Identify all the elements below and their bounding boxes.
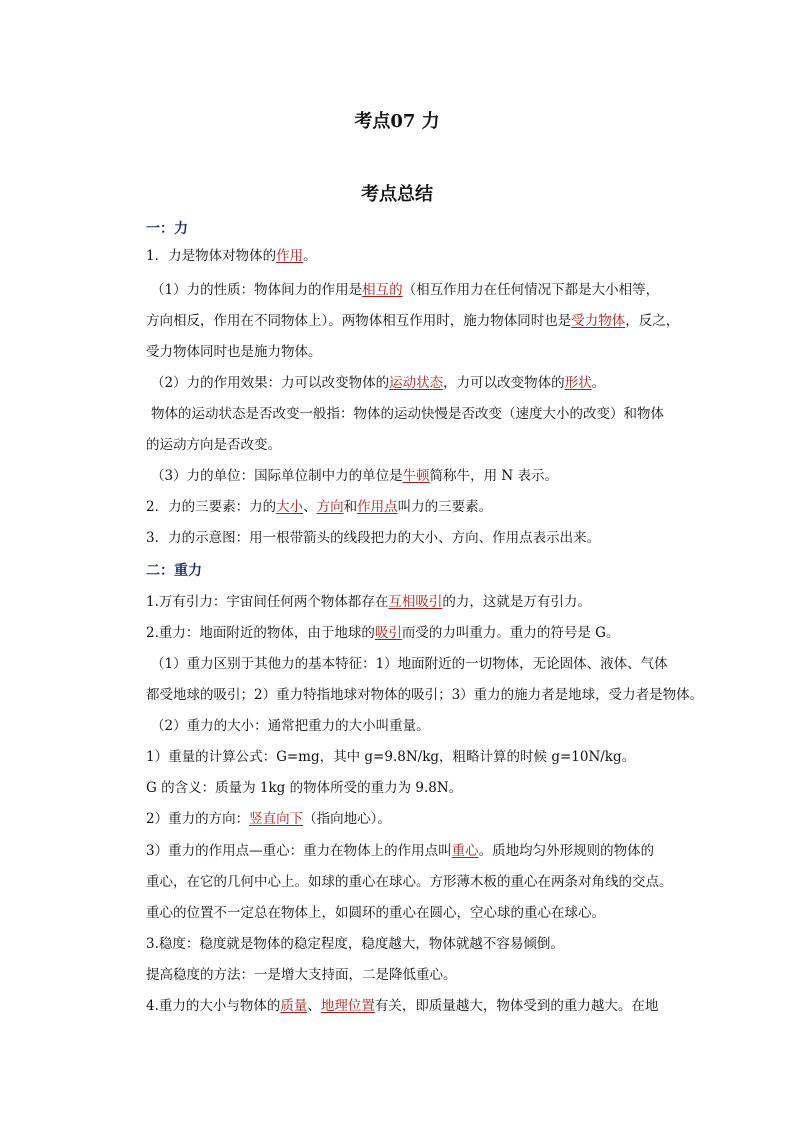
paragraph-line: 1）重量的计算公式：G=mg，其中 g=9.8N/kg，粗略计算的时候 g=10N/kg。 [146,749,636,765]
underlined-keyword: 重心 [451,843,479,859]
paragraph-line: 重心，在它的几何中心上。如球的重心在球心。方形薄木板的重心在两条对角线的交点。 [146,874,673,890]
paragraph-line: （1）重力区别于其他力的基本特征：1）地面附近的一切物体，无论固体、液体、气体 [151,656,668,672]
underlined-keyword: 作用点 [357,499,398,515]
paragraph-line: 2）重力的方向：竖直向下（指向地心）。 [146,811,391,827]
paragraph-line: （2）力的作用效果：力可以改变物体的运动状态，力可以改变物体的形状。 [151,375,606,391]
paragraph-line: 1.万有引力：宇宙间任何两个物体都存在互相吸引的力，这就是万有引力。 [146,594,591,610]
paragraph-line: 2.重力：地面附近的物体，由于地球的吸引而受的力叫重力。重力的符号是 G。 [146,625,620,641]
underlined-keyword: 作用 [276,248,304,264]
underlined-keyword: 吸引 [374,625,402,641]
paragraph-line: （2）重力的大小：通常把重力的大小叫重量。 [151,718,430,734]
paragraph-line: 受力物体同时也是施力物体。 [146,344,322,360]
paragraph-line: 3．力的示意图：用一根带箭头的线段把力的大小、方向、作用点表示出来。 [146,530,601,546]
paragraph-line: 提高稳度的方法：一是增大支持面，二是降低重心。 [146,967,457,983]
section-heading-force: 一：力 [146,221,188,237]
paragraph-line: （3）力的单位：国际单位制中力的单位是牛顿简称牛，用 N 表示。 [151,468,558,484]
underlined-keyword: 相互的 [362,282,403,298]
paragraph-line: G 的含义：质量为 1kg 的物体所受的重力为 9.8N。 [146,780,463,796]
page-subtitle: 考点总结 [361,184,433,205]
page-title: 考点07 力 [354,111,440,132]
paragraph-line: 都受地球的吸引；2）重力特指地球对物体的吸引；3）重力的施力者是地球，受力者是物体。 [146,687,704,703]
underlined-keyword: 形状 [564,375,592,391]
underlined-keyword: 大小 [276,499,304,515]
paragraph-line: 方向相反，作用在不同物体上）。两物体相互作用时，施力物体同时也是受力物体，反之， [146,313,680,329]
underlined-keyword: 竖直向下 [249,811,304,827]
underlined-keyword: 质量 [280,998,308,1014]
paragraph-line: 3.稳度：稳度就是物体的稳定程度，稳度越大，物体就越不容易倾倒。 [146,936,564,952]
underlined-keyword: 牛顿 [402,468,430,484]
underlined-keyword: 方向 [316,499,344,515]
section-heading-gravity: 二：重力 [146,563,202,579]
paragraph-line: （1）力的性质：物体间力的作用是相互的（相互作用力在任何情况下都是大小相等， [151,282,660,298]
paragraph-line: 的运动方向是否改变。 [146,437,281,453]
paragraph-line: 重心的位置不一定总在物体上，如圆环的重心在圆心，空心球的重心在球心。 [146,905,605,921]
underlined-keyword: 地理位置 [320,998,375,1014]
paragraph-line: 2．力的三要素：力的大小、方向和作用点叫力的三要素。 [146,499,493,515]
paragraph-line: 1．力是物体对物体的作用。 [146,248,317,264]
underlined-keyword: 互相吸引 [388,594,443,610]
underlined-keyword: 运动状态 [389,375,444,391]
underlined-keyword: 受力物体 [571,313,626,329]
paragraph-line: 3）重力的作用点—重心：重力在物体上的作用点叫重心。质地均匀外形规则的物体的 [146,843,655,859]
paragraph-line: 4.重力的大小与物体的质量、地理位置有关，即质量越大，物体受到的重力越大。在地 [146,998,659,1014]
paragraph-line: 物体的运动状态是否改变一般指：物体的运动快慢是否改变（速度大小的改变）和物体 [151,406,664,422]
